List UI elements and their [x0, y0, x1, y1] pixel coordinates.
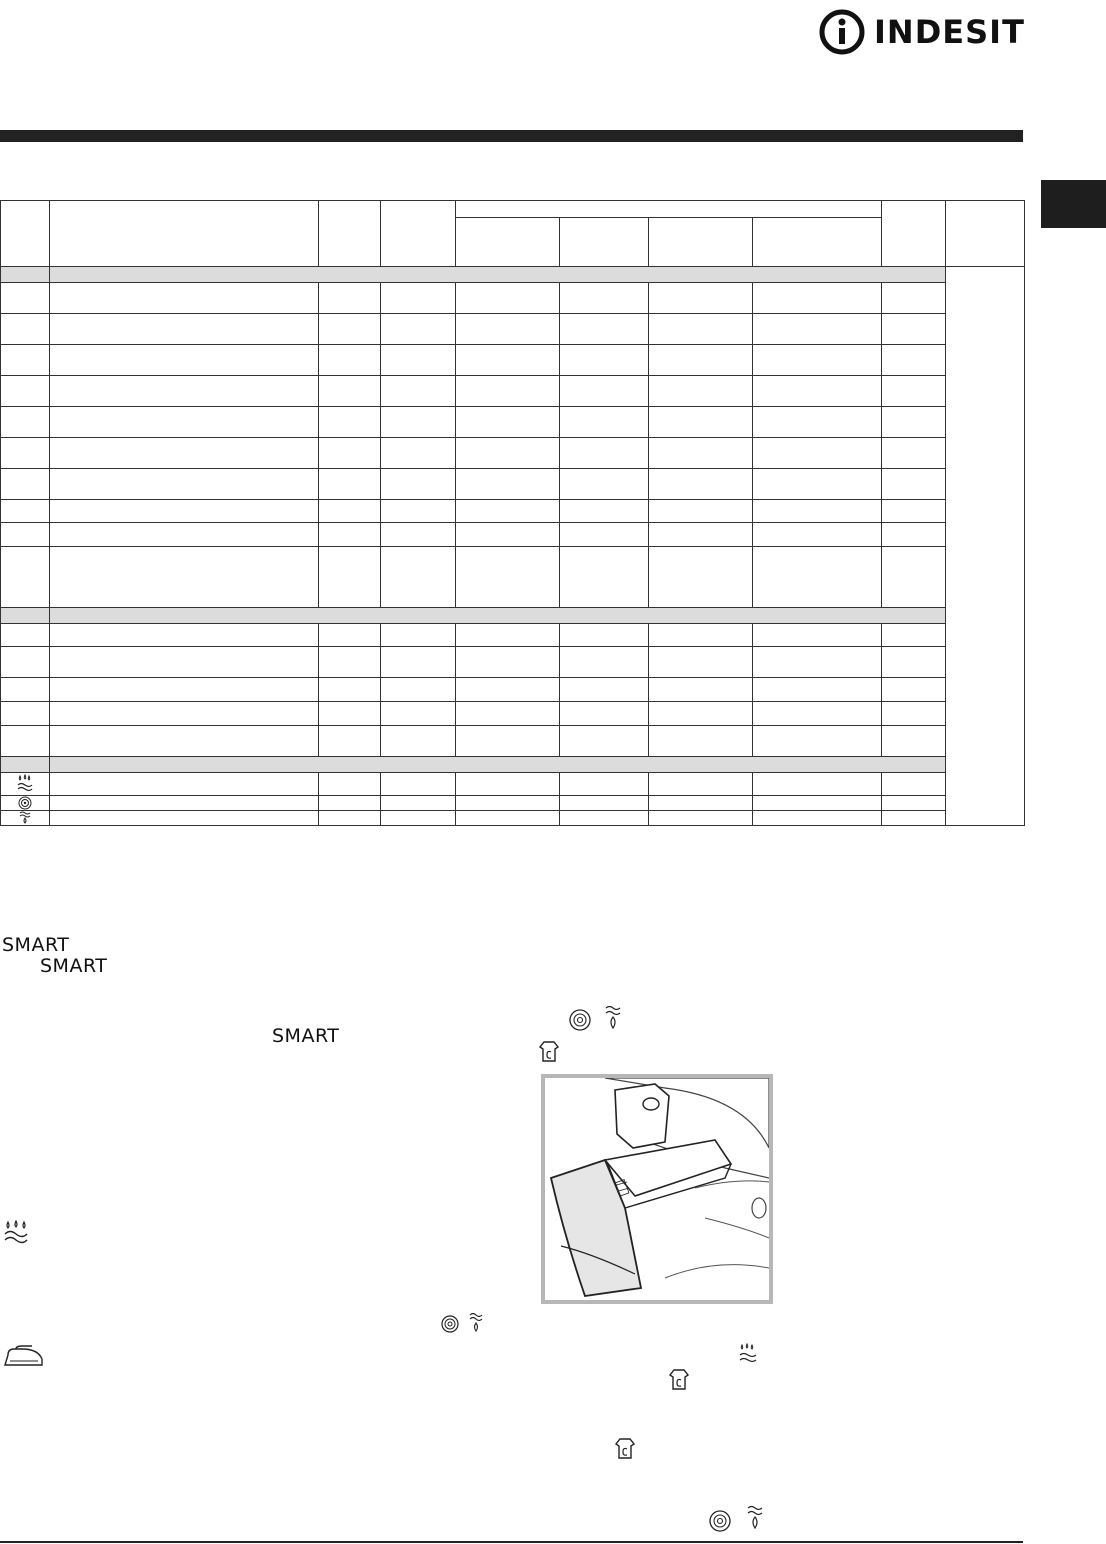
header-cell-detergents [456, 201, 882, 218]
table-cell [560, 624, 649, 647]
table-cell [381, 547, 456, 608]
brand-logo [818, 4, 1028, 60]
table-cell [753, 500, 882, 523]
starch-compartment-icon [668, 1368, 690, 1392]
table-cell [50, 500, 319, 523]
section-cell [50, 757, 946, 773]
smart-mark: SMART [272, 1025, 340, 1047]
table-cell [560, 469, 649, 500]
table-cell [456, 796, 560, 811]
table-cell [456, 624, 560, 647]
section-row [1, 757, 1025, 773]
indesit-logo-icon [818, 8, 866, 56]
table-cell [319, 345, 381, 376]
table-cell [456, 314, 560, 345]
table-cell [381, 438, 456, 469]
footer-rule [0, 1541, 1023, 1543]
table-cell [1, 726, 50, 757]
table-cell [560, 547, 649, 608]
table-cell [560, 376, 649, 407]
table-cell [753, 469, 882, 500]
table-cell [753, 407, 882, 438]
table-cell [649, 500, 753, 523]
table-cell [381, 811, 456, 826]
table-cell [753, 773, 882, 796]
notes-column [946, 267, 1025, 826]
table-cell [560, 314, 649, 345]
section-cell [1, 267, 50, 283]
table-cell [319, 773, 381, 796]
table-cell [649, 702, 753, 726]
spin-drain-icons [566, 1005, 628, 1033]
table-cell [50, 678, 319, 702]
table-cell [1, 500, 50, 523]
starch-compartment-icon [538, 1040, 560, 1064]
table-cell [649, 678, 753, 702]
header-cell [882, 201, 946, 267]
table-cell [560, 647, 649, 678]
table-cell [1, 547, 50, 608]
table-cell [1, 523, 50, 547]
table-cell [560, 345, 649, 376]
table-cell [882, 624, 946, 647]
table-cell [456, 726, 560, 757]
table-row [1, 547, 1025, 608]
table-cell [50, 811, 319, 826]
table-row [1, 314, 1025, 345]
table-cell [456, 702, 560, 726]
table-cell [882, 376, 946, 407]
header-cell [319, 201, 381, 267]
table-cell [319, 376, 381, 407]
table-cell [649, 624, 753, 647]
section-row [1, 267, 1025, 283]
table-cell [456, 811, 560, 826]
table-cell [381, 773, 456, 796]
table-cell [1, 811, 50, 826]
smart-mark: SMART [40, 955, 108, 977]
table-cell [753, 376, 882, 407]
table-cell [649, 796, 753, 811]
rinse-icon [16, 774, 34, 794]
table-cell [649, 438, 753, 469]
language-tab [1041, 180, 1106, 228]
table-cell [560, 500, 649, 523]
section-cell [1, 608, 50, 624]
table-cell [50, 314, 319, 345]
table-cell [882, 469, 946, 500]
table-cell [50, 547, 319, 608]
header-cell [560, 218, 649, 267]
table-cell [560, 726, 649, 757]
table-cell [753, 796, 882, 811]
section-cell [1, 757, 50, 773]
table-cell [50, 647, 319, 678]
table-cell [649, 773, 753, 796]
table-cell [381, 624, 456, 647]
table-cell [319, 523, 381, 547]
table-cell [560, 796, 649, 811]
table-row [1, 796, 1025, 811]
table-cell [50, 438, 319, 469]
table-row [1, 283, 1025, 314]
table-cell [50, 376, 319, 407]
table-cell [560, 407, 649, 438]
table-cell [50, 726, 319, 757]
table-cell [649, 314, 753, 345]
table-row [1, 624, 1025, 647]
starch-compartment-icon [614, 1437, 636, 1461]
table-row [1, 376, 1025, 407]
table-cell [882, 773, 946, 796]
table-cell [50, 773, 319, 796]
table-cell [381, 314, 456, 345]
smart-mark: SMART [2, 934, 70, 956]
table-row [1, 773, 1025, 796]
table-cell [560, 283, 649, 314]
table-header-row-1 [1, 201, 1025, 218]
table-cell [319, 647, 381, 678]
table-row [1, 345, 1025, 376]
table-cell [319, 438, 381, 469]
table-cell [1, 624, 50, 647]
table-cell [456, 678, 560, 702]
table-cell [882, 438, 946, 469]
table-cell [649, 726, 753, 757]
header-cell [649, 218, 753, 267]
table-row [1, 500, 1025, 523]
table-cell [1, 407, 50, 438]
header-cell [50, 201, 319, 267]
section-cell [50, 267, 946, 283]
table-cell [381, 469, 456, 500]
header-cell [456, 218, 560, 267]
table-cell [456, 345, 560, 376]
table-cell [456, 376, 560, 407]
table-cell [319, 500, 381, 523]
table-row [1, 438, 1025, 469]
table-cell [456, 547, 560, 608]
table-cell [381, 407, 456, 438]
table-cell [319, 283, 381, 314]
table-cell [381, 523, 456, 547]
table-cell [456, 438, 560, 469]
table-row [1, 702, 1025, 726]
table-cell [381, 702, 456, 726]
table-cell [50, 702, 319, 726]
table-cell [456, 773, 560, 796]
table-cell [649, 345, 753, 376]
table-cell [1, 678, 50, 702]
table-cell [319, 811, 381, 826]
table-cell [319, 726, 381, 757]
header-cell [753, 218, 882, 267]
table-cell [1, 469, 50, 500]
table-cell [381, 726, 456, 757]
table-cell [753, 811, 882, 826]
table-cell [882, 678, 946, 702]
table-cell [753, 726, 882, 757]
table-cell [753, 702, 882, 726]
table-cell [381, 345, 456, 376]
table-cell [649, 407, 753, 438]
table-cell [753, 345, 882, 376]
table-cell [456, 469, 560, 500]
table-cell [1, 773, 50, 796]
table-cell [50, 469, 319, 500]
table-cell [649, 283, 753, 314]
table-cell [456, 647, 560, 678]
rinse-icon [738, 1343, 758, 1365]
table-cell [882, 547, 946, 608]
table-cell [381, 283, 456, 314]
spin-drain-icons [440, 1313, 490, 1335]
table-cell [649, 811, 753, 826]
table-cell [456, 407, 560, 438]
table-cell [882, 523, 946, 547]
table-cell [753, 678, 882, 702]
table-cell [753, 283, 882, 314]
section-row [1, 608, 1025, 624]
table-cell [319, 407, 381, 438]
table-cell [753, 547, 882, 608]
table-cell [50, 796, 319, 811]
table-cell [753, 523, 882, 547]
table-cell [50, 407, 319, 438]
header-cell [946, 201, 1025, 267]
table-cell [882, 407, 946, 438]
header-rule [0, 130, 1023, 142]
table-cell [319, 314, 381, 345]
table-cell [649, 376, 753, 407]
table-row [1, 523, 1025, 547]
table-cell [560, 811, 649, 826]
table-cell [560, 702, 649, 726]
table-cell [319, 469, 381, 500]
table-cell [381, 796, 456, 811]
table-cell [1, 314, 50, 345]
programme-table [0, 200, 1025, 826]
table-cell [882, 314, 946, 345]
table-cell [1, 376, 50, 407]
table-cell [456, 500, 560, 523]
table-cell [456, 523, 560, 547]
table-cell [50, 624, 319, 647]
table-cell [319, 796, 381, 811]
table-cell [649, 469, 753, 500]
table-cell [1, 647, 50, 678]
table-row [1, 407, 1025, 438]
detergent-drawer-image [541, 1074, 773, 1304]
table-cell [882, 647, 946, 678]
iron-icon [2, 1345, 46, 1369]
table-cell [649, 547, 753, 608]
table-cell [50, 345, 319, 376]
table-cell [456, 283, 560, 314]
table-cell [319, 702, 381, 726]
table-cell [319, 547, 381, 608]
rinse-icon [2, 1220, 36, 1244]
table-row [1, 647, 1025, 678]
table-cell [1, 283, 50, 314]
table-row [1, 811, 1025, 826]
table-cell [560, 773, 649, 796]
table-cell [560, 523, 649, 547]
table-cell [560, 438, 649, 469]
table-cell [753, 647, 882, 678]
section-cell [50, 608, 946, 624]
table-cell [649, 523, 753, 547]
header-cell [1, 201, 50, 267]
spin-icon [18, 796, 32, 810]
table-row [1, 469, 1025, 500]
table-cell [882, 500, 946, 523]
table-cell [649, 647, 753, 678]
table-cell [753, 438, 882, 469]
table-row [1, 726, 1025, 757]
table-cell [882, 796, 946, 811]
header-cell [381, 201, 456, 267]
drawer-illustration [545, 1078, 769, 1300]
spin-drain-icons [706, 1505, 772, 1533]
table-row [1, 678, 1025, 702]
table-cell [560, 678, 649, 702]
table-cell [882, 811, 946, 826]
table-cell [319, 678, 381, 702]
table-cell [50, 523, 319, 547]
table-cell [381, 647, 456, 678]
table-cell [319, 624, 381, 647]
table-cell [753, 314, 882, 345]
table-cell [882, 702, 946, 726]
table-cell [381, 376, 456, 407]
table-cell [381, 500, 456, 523]
table-cell [753, 624, 882, 647]
table-cell [381, 678, 456, 702]
drain-icon [18, 811, 32, 825]
table-cell [1, 796, 50, 811]
table-cell [50, 283, 319, 314]
table-cell [1, 345, 50, 376]
brand-wordmark: INDESIT [874, 13, 1025, 51]
table-cell [882, 283, 946, 314]
table-cell [882, 345, 946, 376]
table-cell [1, 438, 50, 469]
table-cell [1, 702, 50, 726]
table-cell [882, 726, 946, 757]
